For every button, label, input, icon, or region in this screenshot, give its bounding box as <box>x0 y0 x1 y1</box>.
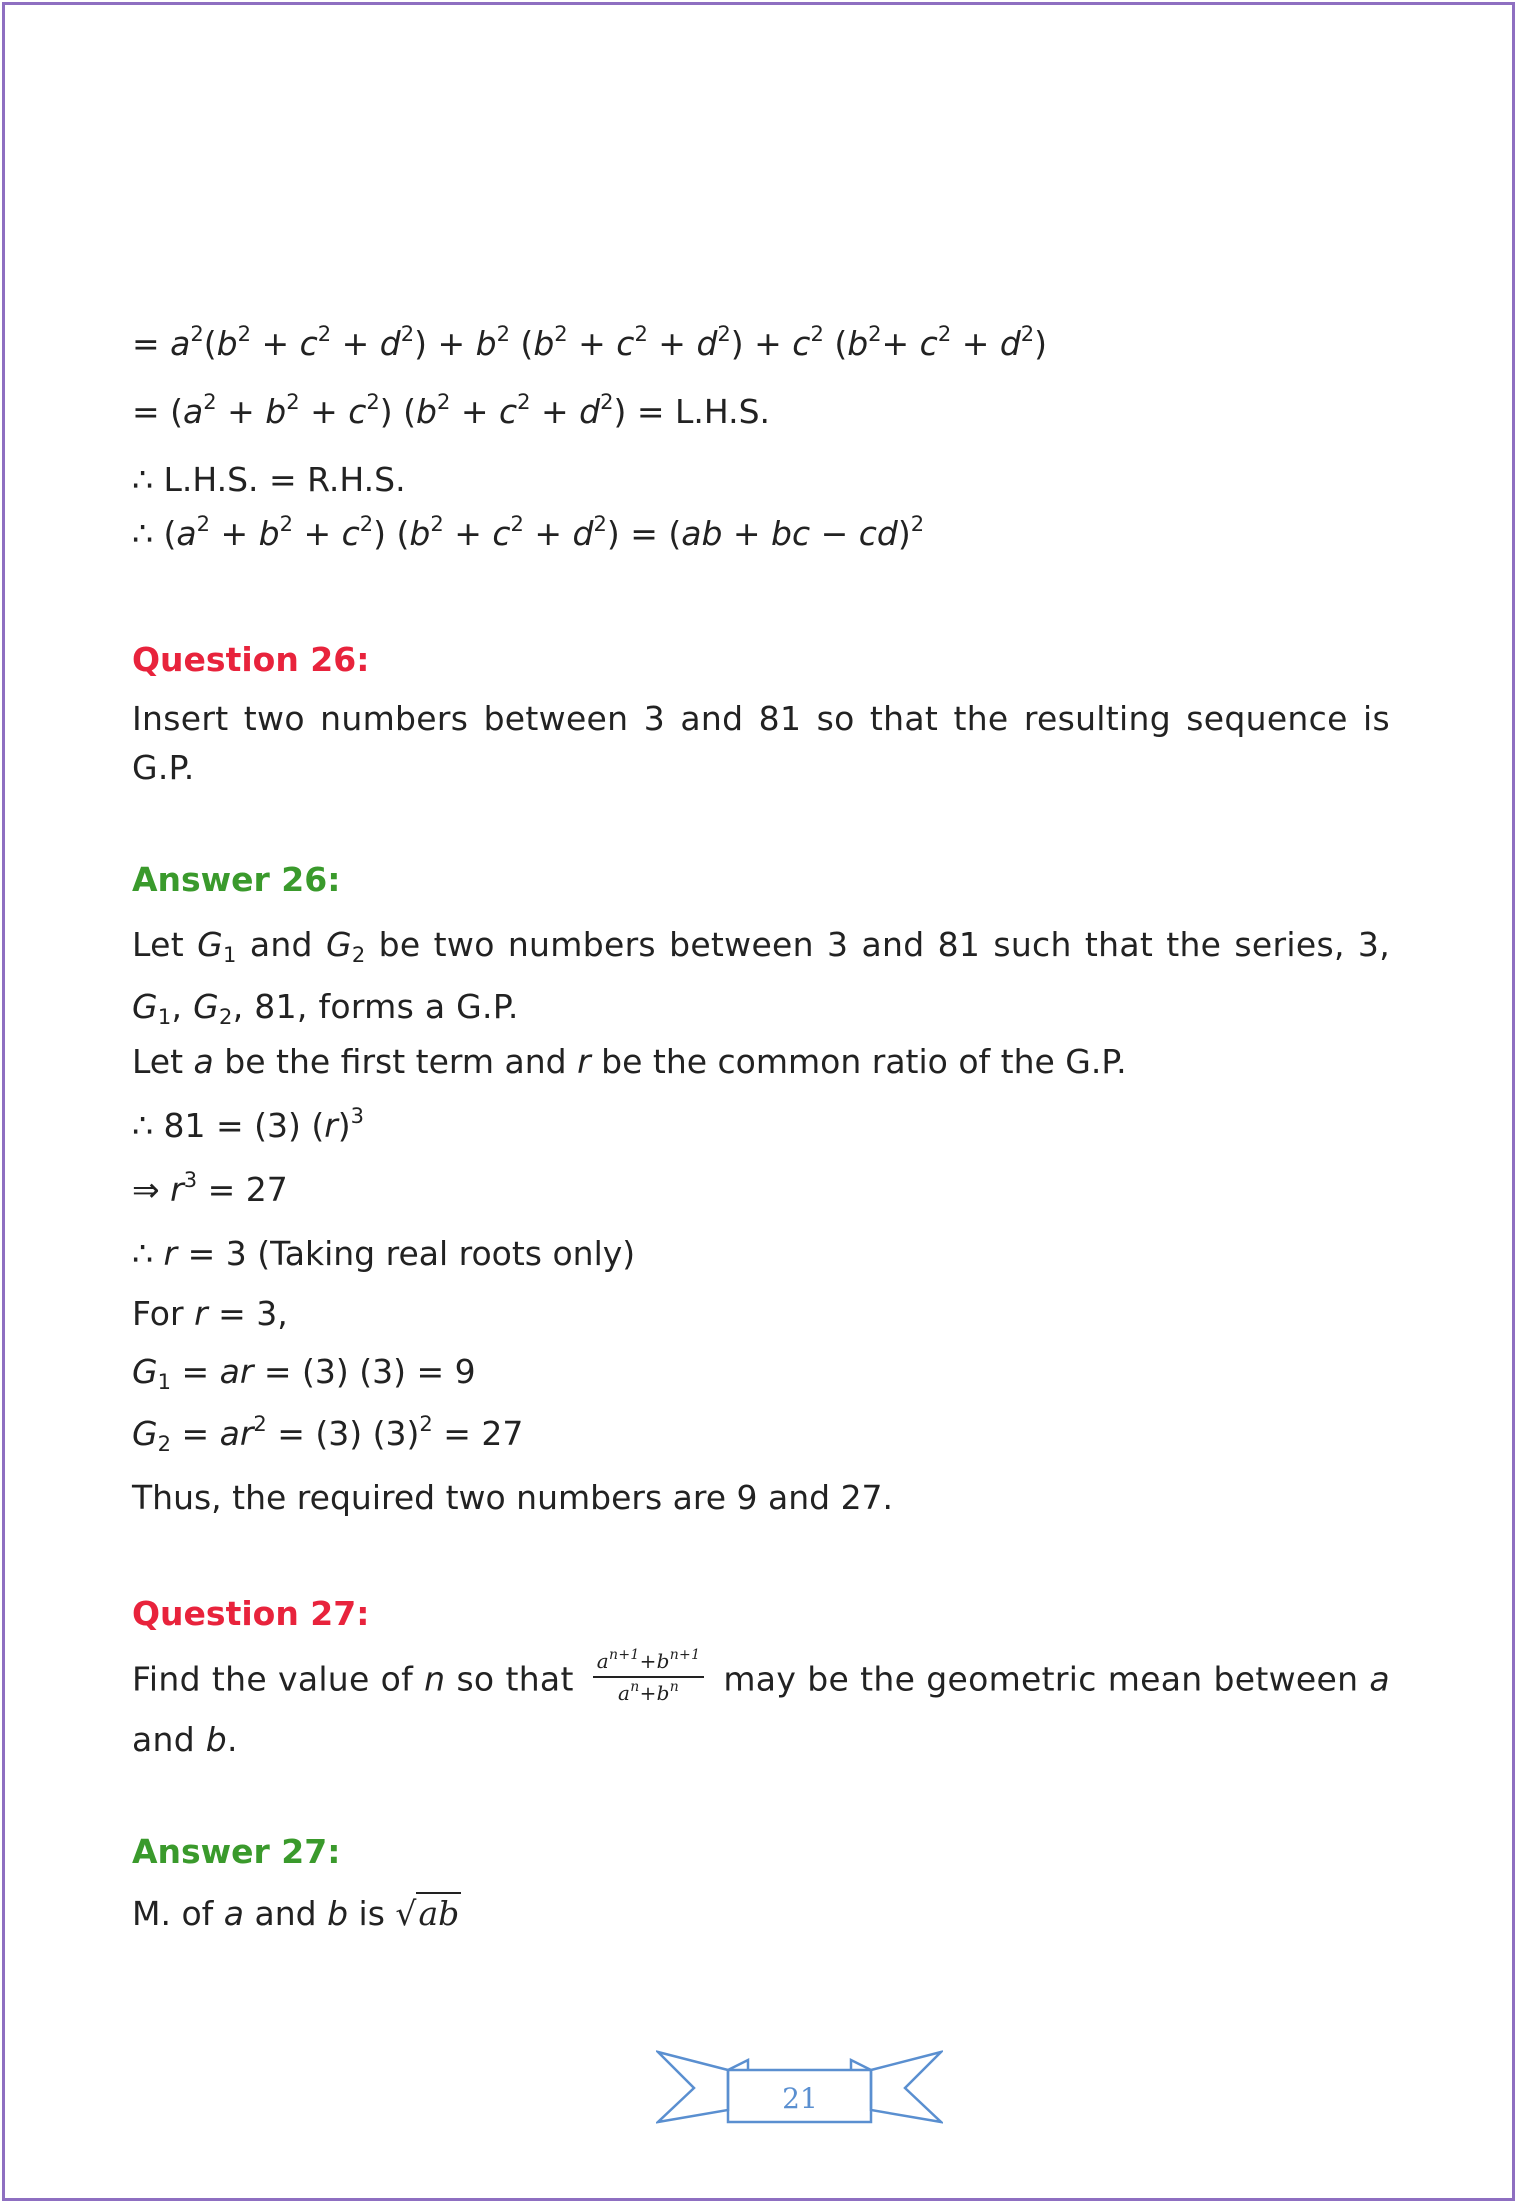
answer-26-line-4: ⇒ $r^3 = 27$ <box>132 1168 288 1209</box>
answer-26-line-2: Let a be the first term and r be the common ratio of the G.P. <box>132 1042 1127 1081</box>
question-26-heading: Question 26: <box>132 640 370 679</box>
derivation-text: = $a^2(b^2 + c^2 + d^2) + b^2$ $(b^2 + c^2 + d^2) + c^2$ $(b^2+ c^2 + d^2)$ <box>132 322 1048 363</box>
derivation-line-1 <box>132 322 1047 366</box>
answer-26-paragraph-1: Let $G_1$ and $G_2$ be two numbers between 3 and 81 such that the series, 3, $G_1$, $G_2$, 81, forms a G.P. <box>132 925 1390 1029</box>
answer-26-line-8: $G_2 = ar^2 = (3) (3)^2 = 27$ <box>132 1412 524 1456</box>
ribbon-fold-left <box>728 2060 748 2070</box>
square-root-expression: √ab <box>395 1894 460 1933</box>
answer-27-heading: Answer 27: <box>132 1832 341 1871</box>
answer-26-line-9: Thus, the required two numbers are 9 and 27. <box>132 1478 894 1517</box>
answer-27-line-1: M. of a and b is √ab <box>132 1894 460 1933</box>
derivation-text: = $(a^2 + b^2 + c^2) (b^2 + c^2 + d^2) = L.H.S$. <box>132 390 771 431</box>
fraction-denominator: $a^n+b^n$ <box>618 1679 680 1705</box>
page-number: 21 <box>782 2082 818 2115</box>
answer-26-line-7: $G_1$ = ar = (3) (3) = 9 <box>132 1352 476 1394</box>
answer-26-heading: Answer 26: <box>132 860 341 899</box>
derivation-line-4 <box>132 512 924 556</box>
text-segment: Find the value of <box>132 1659 414 1699</box>
radicand: ab <box>418 1894 460 1933</box>
text-segment: and <box>249 925 313 964</box>
ribbon-left-tail <box>658 2052 728 2122</box>
fraction-expression <box>593 1646 705 1708</box>
ribbon-fold-right <box>851 2060 871 2070</box>
derivation-line-3: ∴ L.H.S. = R.H.S. <box>132 460 406 499</box>
text-segment: may be the geometric mean between <box>723 1659 1359 1699</box>
fraction-numerator: $a^{n+1}+b^{n+1}$ <box>593 1646 705 1678</box>
text-segment: and <box>132 1720 195 1759</box>
text-segment: is <box>358 1894 385 1933</box>
ribbon-right-tail <box>871 2052 941 2122</box>
text-segment: Let <box>132 925 184 964</box>
text-segment: , 81, forms a G.P. <box>232 987 519 1026</box>
text-segment: so that <box>456 1659 574 1699</box>
text-segment: be two numbers between 3 and 81 such that the series, 3, <box>378 925 1390 964</box>
answer-26-line-5: ∴ r = 3 (Taking real roots only) <box>132 1234 636 1273</box>
text-segment: and <box>254 1894 317 1933</box>
question-27-heading: Question 27: <box>132 1594 370 1633</box>
answer-26-line-6: For r = 3, <box>132 1294 288 1333</box>
text-segment: M. of <box>132 1894 214 1933</box>
question-26-text: Insert two numbers between 3 and 81 so that the resulting sequence is G.P. <box>132 699 1390 787</box>
question-27-text: Find the value of n so that $\frac{a^{n+1}+b^{n+1}}{a^n+b^n}$ may be the geometric mean between a and b. <box>132 1647 1390 1759</box>
answer-26-line-3: ∴ 81 = (3) $(r)^3$ <box>132 1104 365 1145</box>
derivation-line-2 <box>132 390 770 434</box>
derivation-text: ∴ $(a^2 + b^2 + c^2) (b^2 + c^2 + d^2) = (ab$ + bc − cd)$^2$ <box>132 512 925 553</box>
